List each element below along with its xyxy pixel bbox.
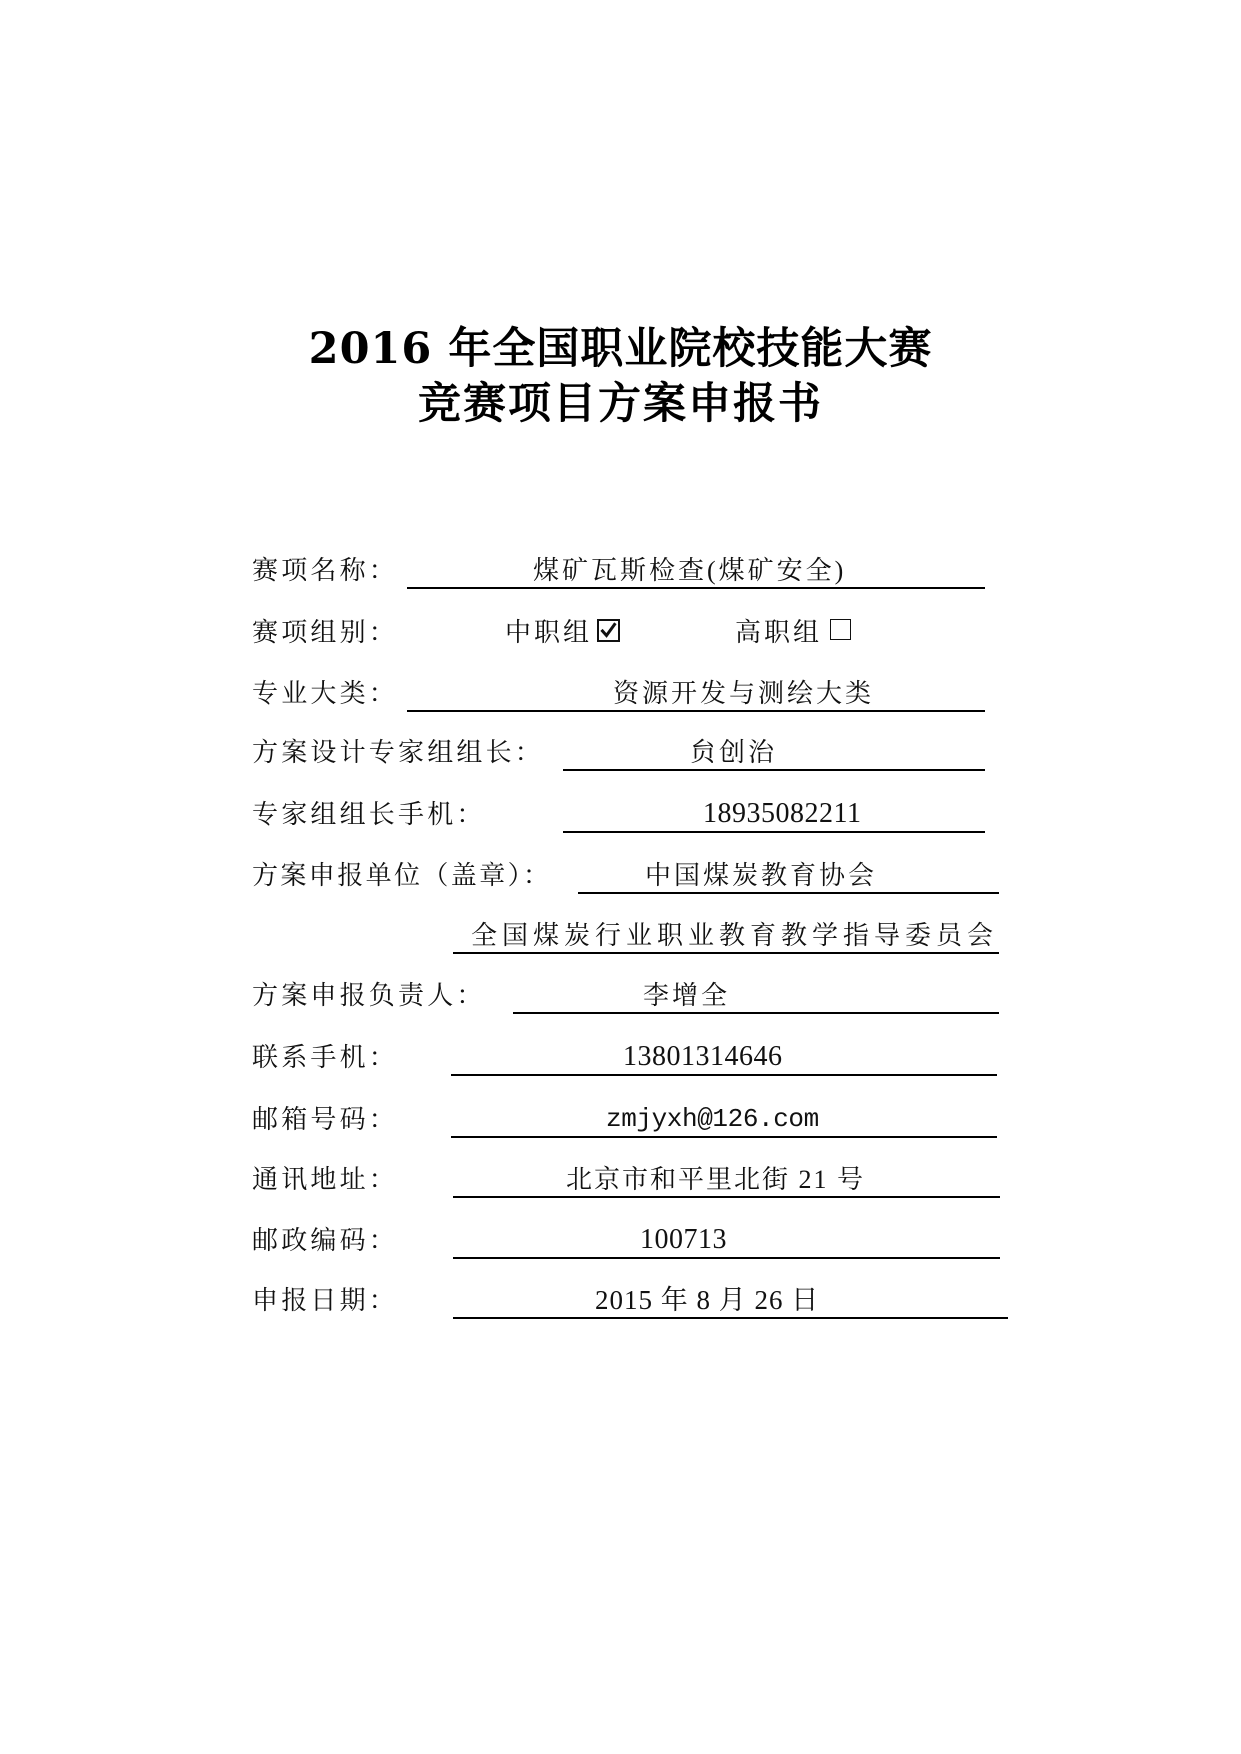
event-name-value: 煤矿瓦斯检查(煤矿安全)	[533, 556, 847, 585]
group-option-secondary-label: 中职组	[505, 618, 593, 647]
address-underline	[453, 1196, 1000, 1198]
event-group-label: 赛项组别：	[252, 618, 399, 647]
postal-code-underline	[453, 1257, 1000, 1259]
responsible-person-underline	[513, 1012, 999, 1014]
checked-box-icon[interactable]	[597, 619, 620, 642]
document-title-line-2: 竞赛项目方案申报书	[418, 379, 823, 429]
responsible-person-label: 方案申报负责人：	[252, 981, 486, 1010]
address-label: 通讯地址：	[252, 1165, 399, 1194]
expert-leader-underline	[563, 769, 985, 771]
applicant-unit-underline-2	[453, 952, 999, 954]
expert-leader-label: 方案设计专家组组长：	[252, 738, 545, 767]
event-name-underline	[407, 587, 985, 589]
expert-leader-value: 贠创治	[690, 738, 778, 767]
postal-code-label: 邮政编码：	[252, 1226, 399, 1255]
postal-code-value: 100713	[640, 1224, 727, 1255]
email-value: zmjyxh@126.com	[606, 1104, 819, 1134]
date-value: 2015 年 8 月 26 日	[595, 1285, 820, 1315]
responsible-person-value: 李增全	[643, 981, 731, 1010]
applicant-unit-value: 中国煤炭教育协会	[645, 861, 878, 890]
group-option-higher-label: 高职组	[735, 618, 823, 647]
contact-phone-value: 13801314646	[623, 1041, 783, 1072]
leader-phone-label: 专家组组长手机：	[252, 800, 486, 829]
event-name-label: 赛项名称：	[252, 556, 399, 585]
document-title-line-1: 2016 年全国职业院校技能大赛	[308, 324, 933, 374]
applicant-unit-label: 方案申报单位（盖章）：	[252, 861, 552, 890]
email-underline	[451, 1136, 997, 1138]
date-label: 申报日期：	[252, 1286, 399, 1315]
major-category-underline	[407, 710, 985, 712]
major-category-label: 专业大类：	[252, 679, 399, 708]
email-label: 邮箱号码：	[252, 1105, 399, 1134]
contact-phone-underline	[451, 1074, 997, 1076]
date-underline	[453, 1317, 1008, 1319]
major-category-value: 资源开发与测绘大类	[613, 679, 875, 708]
leader-phone-value: 18935082211	[703, 798, 862, 829]
applicant-unit-underline	[578, 892, 999, 894]
leader-phone-underline	[563, 831, 985, 833]
address-value: 北京市和平里北街 21 号	[566, 1165, 866, 1194]
empty-box-icon[interactable]	[830, 619, 851, 640]
applicant-unit-value-2: 全国煤炭行业职业教育教学指导委员会	[471, 921, 999, 950]
contact-phone-label: 联系手机：	[252, 1043, 399, 1072]
